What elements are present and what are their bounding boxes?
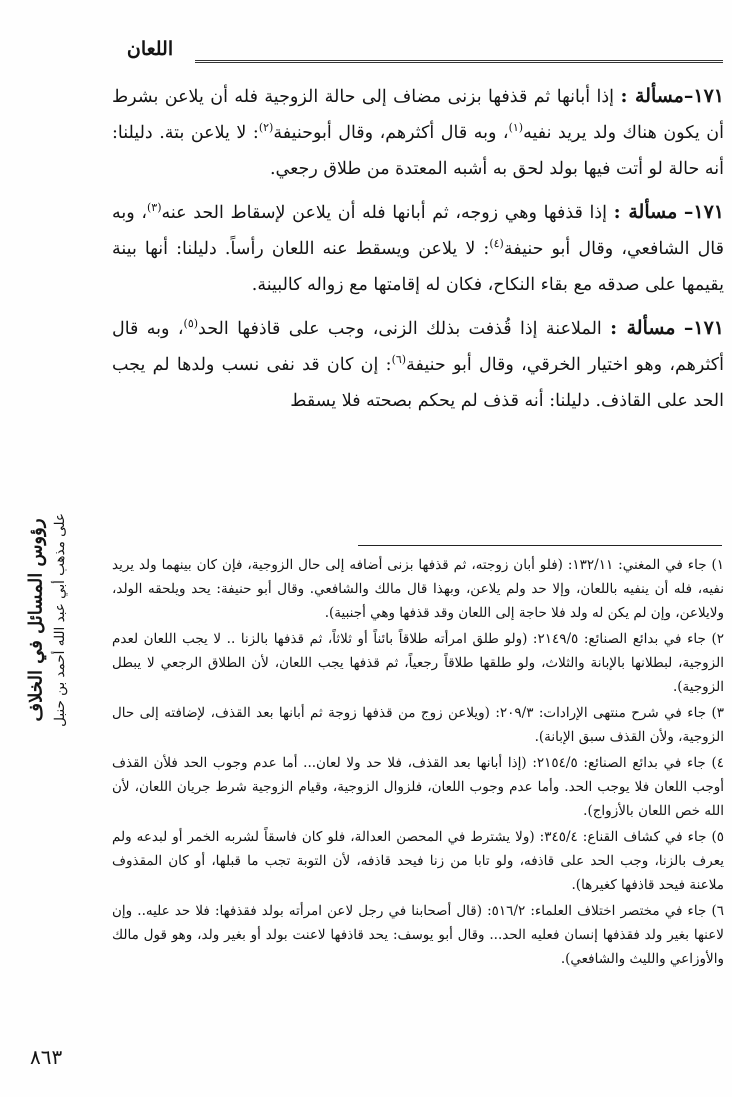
text-run: : لا يلاعن بتة. دليلنا: أنه حالة لو أتت فيها بولد لحق به أشبه المعتدة من طلاق رجعي. <box>112 123 724 179</box>
text-run: : لا يلاعن ويسقط عنه اللعان رأساً. دليلنا: أنها بينة يقيمها على صدقه مع بقاء النكاح، فكان له إقامتها مع زواله كالبينة. <box>112 239 724 295</box>
text-run: ، وبه قال الشافعي، وقال أبو حنيفة <box>112 203 724 259</box>
side-book-title <box>4 420 84 820</box>
footnote-rule <box>358 545 722 546</box>
masala-paragraph <box>112 194 724 303</box>
text-run: ، وبه قال أكثرهم، وهو اختيار الخرقي، وقال أبو حنيفة <box>112 319 725 375</box>
masala-number: ١٧١ <box>693 317 724 339</box>
masala-keyword: مسألة : <box>613 201 678 223</box>
footnote: ٢) جاء في بدائع الصنائع: ٢١٤٩/٥: (ولو طلق امرأته طلاقاً بائناً أو ثلاثاً، ثم قذفها بالزنا .. لا يجب اللعان لعدم الزوجية، لبطلانها بالإبانة والثلاث، ولو طلقها طلاقاً رجعياً، ثم قذفها يجب اللعان، لأن الطلاق الرجعي لا يبطل الزوجية). <box>112 631 724 695</box>
masala-paragraph <box>112 310 724 419</box>
masala-separator: – <box>683 201 694 223</box>
footnote-marker: (١) <box>508 121 524 135</box>
masala-keyword: مسألة : <box>620 85 684 107</box>
footnote: ٤) جاء في بدائع الصنائع: ٢١٥٤/٥: (إذا أبانها بعد القذف، فلا حد ولا لعان... أما عدم وجوب الحد فلأن القذف أوجب اللعان فلا يوجب الحد. وأما عدم وجوب اللعان، فلزوال الزوجية، وقيام الزوجية شرط جريان اللعان، لأن الله خص اللعان بالأزواج). <box>112 755 725 819</box>
header-rule <box>195 60 723 63</box>
text-run: إذا قذفها وهي زوجه، ثم أبانها فله أن يلاعن لإسقاط الحد عنه <box>161 203 614 223</box>
main-text <box>112 78 724 426</box>
footnote-marker: (٥) <box>183 317 199 331</box>
text-run: : إن كان قد نفى نسب ولدها لم يجب الحد على القاذف. دليلنا: أنه قذف لم يحكم بصحته فلا يسقط <box>112 355 724 411</box>
footnote: ١) جاء في المغني: ١٣٢/١١: (فلو أبان زوجته، ثم قذفها بزنى أضافه إلى حال الزوجية، فإن كان بينهما ولد يريد نفيه، فله أن ينفيه باللعان، وإلا حد ولم يلاعن، وبهذا قال مالك والشافعي. وقال أبو حنيفة: يحد ويلحقه الولد، ولايلاعن، وإن لم يكن له ولد فلا حاجة إلى اللعان وقد قذفها وهي أجنبية). <box>112 557 725 621</box>
side-title-line-1: رؤوس المسائل في الخلاف <box>25 518 47 722</box>
text-run: الملاعنة إذا قُذفت بذلك الزنى، وجب على قاذفها الحد <box>198 319 611 339</box>
footnote: ٦) جاء في مختصر اختلاف العلماء: ٥١٦/٢: (قال أصحابنا في رجل لاعن امرأته بولد فقذفها: فلا حد عليه.. وإن لاعنها بغير ولد فقذفها إنسان فعليه الحد... وقال أبو يوسف: يحد قاذفها لاعنت بولد أو بغير ولد، وهو قول مالك والأوزاعي والليث والشافعي). <box>112 903 724 967</box>
footnote: ٣) جاء في شرح منتهى الإرادات: ٢٠٩/٣: (ويلاعن زوج من قذفها زوجة ثم أبانها بعد القذف، لإضافته إلى حال الزوجية، ولأن القذف سبق الإبانة). <box>112 705 724 745</box>
masala-paragraph <box>112 78 724 187</box>
side-title-line-2: على مذهب أبي عبد الله أحمد بن حنبل <box>52 513 68 727</box>
footnotes <box>112 553 724 973</box>
footnote-marker: (٦) <box>391 353 407 367</box>
text-run: إذا أبانها ثم قذفها بزنى مضاف إلى حالة الزوجية فله أن يلاعن بشرط أن يكون هناك ولد يريد نفيه <box>112 87 724 143</box>
footnote: ٥) جاء في كشاف القناع: ٣٤٥/٤: (ولا يشترط في المحصن العدالة، فلو كان فاسقاً لشربه الخمر أو لبدعه ولم يعرف بالزنا، وجب الحد على قاذفه، ولو تابا من زنا فيحد قاذفه، لأن التوبة تجب ما قبلها، أو كان المقذوف ملاعنة فيحد قاذفها كغيرها). <box>112 829 725 893</box>
masala-number: ١٧١ <box>693 201 724 223</box>
masala-number: ١٧١ <box>693 85 724 107</box>
running-header-title: اللعان <box>126 38 174 60</box>
footnote-marker: (٢) <box>258 121 274 135</box>
text-run: ، وبه قال أكثرهم، وقال أبوحنيفة <box>273 123 509 143</box>
masala-separator: – <box>683 317 694 339</box>
footnote-marker: (٣) <box>146 201 162 215</box>
page-number: ٨٦٣ <box>30 1045 63 1069</box>
footnote-marker: (٤) <box>489 237 504 251</box>
masala-keyword: مسألة : <box>610 317 676 339</box>
masala-separator: – <box>683 85 694 107</box>
